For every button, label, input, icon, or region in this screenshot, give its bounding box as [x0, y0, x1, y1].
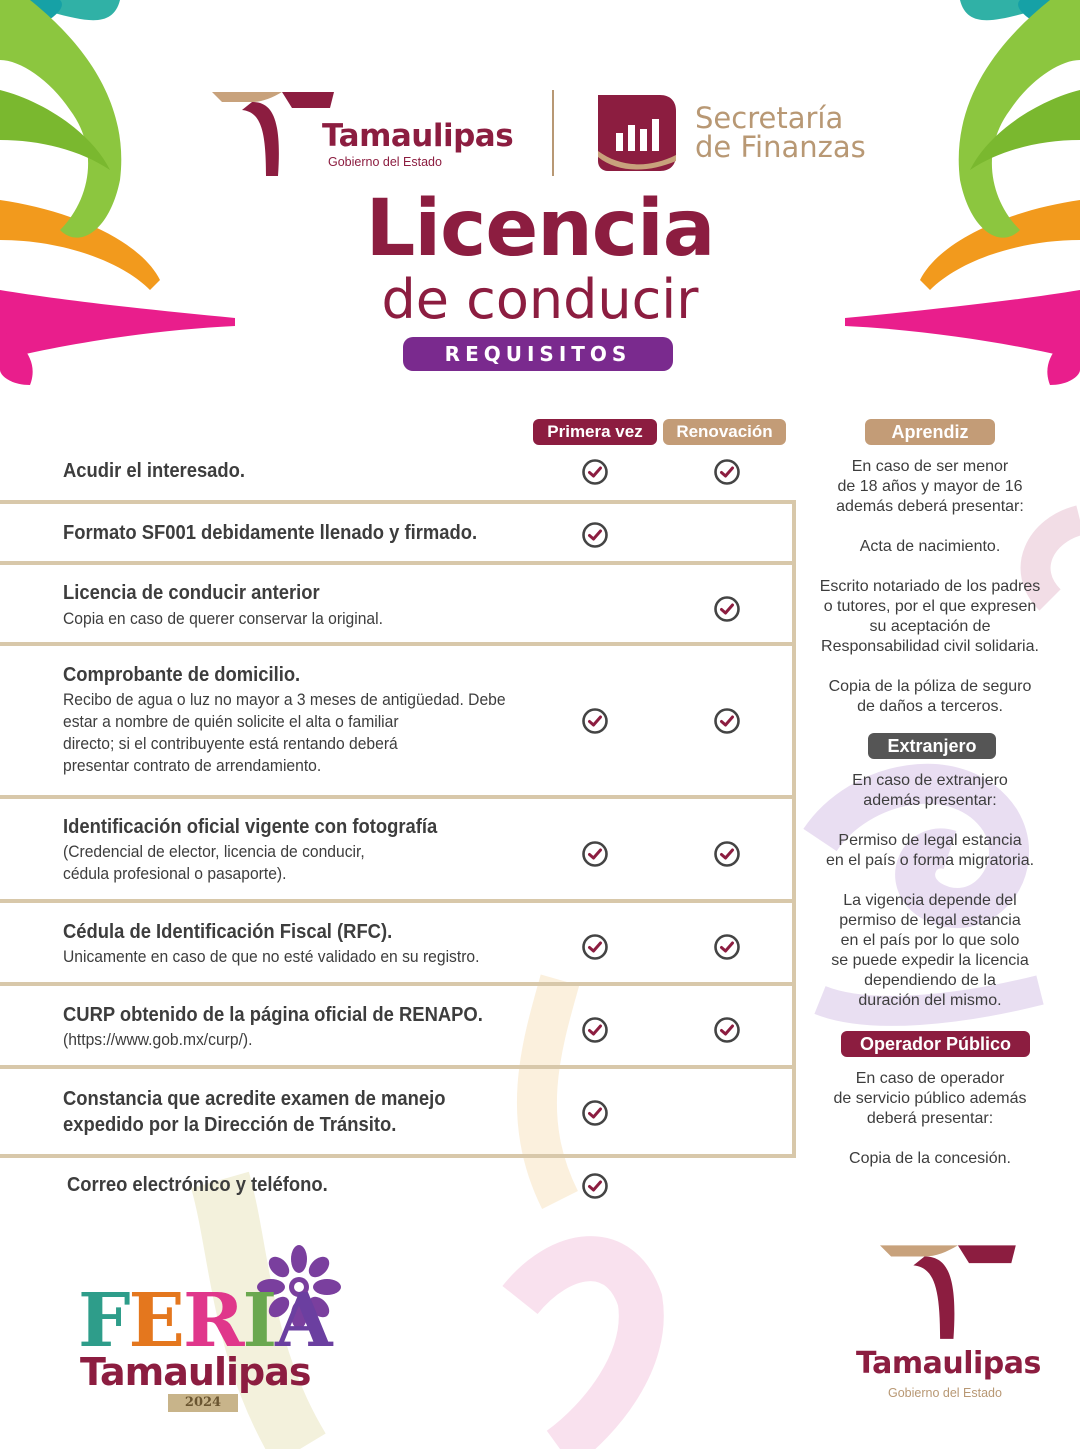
check-circle-icon [581, 1099, 609, 1127]
requirement-desc: Recibo de agua o luz no mayor a 3 meses de antigüedad. Debe [63, 690, 506, 709]
requirement-title: Correo electrónico y teléfono. [67, 1174, 328, 1196]
extranjero-line: duración del mismo. [858, 992, 1002, 1009]
tamaulipas-t-logo [212, 88, 336, 178]
check-circle-icon [713, 595, 741, 623]
check-circle-icon [713, 840, 741, 868]
check-circle-icon [713, 707, 741, 735]
requirement-desc: (https://www.gob.mx/curp/). [63, 1030, 253, 1049]
finanzas-title [695, 101, 866, 164]
check-circle-icon [581, 521, 609, 549]
aprendiz-line: Escrito notariado de los padres [819, 578, 1041, 595]
requirement-desc: directo; si el contribuyente está rentando deberá [63, 734, 398, 753]
feria-letter: F [78, 1278, 129, 1364]
aprendiz-line: Responsabilidad civil solidaria. [821, 638, 1039, 655]
requirement-title: Comprobante de domicilio. [63, 664, 301, 686]
requirement-title: Identificación oficial vigente con fotografía [63, 816, 438, 838]
check-circle-icon [581, 933, 609, 961]
aprendiz-line: o tutores, por el que expresen [823, 598, 1037, 615]
extranjero-line: se puede expedir la licencia [831, 952, 1029, 969]
check-circle-icon [713, 1016, 741, 1044]
aprendiz-text [815, 577, 1045, 657]
table-divider [0, 795, 796, 799]
requirement-title-line-2: expedido por la Dirección de Tránsito. [63, 1114, 397, 1136]
operador-line: de servicio público además [833, 1090, 1027, 1107]
operador-text [815, 1069, 1045, 1129]
extranjero-line: en el país por lo que solo [840, 932, 1020, 949]
extranjero-line: permiso de legal estancia [839, 912, 1021, 929]
aprendiz-badge: Aprendiz [865, 419, 995, 445]
extranjero-text [815, 891, 1045, 1011]
finanzas-line-1: Secretaría [695, 101, 844, 135]
aprendiz-text [815, 677, 1045, 717]
table-divider [0, 642, 796, 646]
requirement-title: Constancia que acredite examen de manejo [63, 1088, 446, 1110]
column-primera-vez: Primera vez [533, 419, 657, 445]
extranjero-line: en el país o forma migratoria. [825, 852, 1035, 869]
table-divider [0, 1065, 796, 1069]
feria-letter: A [275, 1278, 331, 1364]
requirement-desc: Unicamente en caso de que no esté validado en su registro. [63, 947, 480, 966]
footer-t-logo [880, 1240, 1018, 1342]
footer-logo-name: Tamaulipas [856, 1346, 1041, 1381]
table-border-right [792, 500, 796, 1158]
extranjero-badge: Extranjero [868, 733, 996, 759]
extranjero-text [815, 831, 1045, 871]
check-circle-icon [581, 707, 609, 735]
requirement-title: Cédula de Identificación Fiscal (RFC). [63, 921, 393, 943]
requirement-title: Licencia de conducir anterior [63, 582, 320, 604]
header-logo-sub: Gobierno del Estado [328, 155, 442, 169]
page-title: Licencia [365, 184, 715, 274]
column-renovacion: Renovación [663, 419, 786, 445]
check-circle-icon [581, 840, 609, 868]
extranjero-line: Permiso de legal estancia [838, 832, 1022, 849]
check-circle-icon [713, 458, 741, 486]
operador-badge: Operador Público [841, 1031, 1030, 1057]
aprendiz-line: En caso de ser menor [851, 458, 1009, 475]
aprendiz-text [815, 537, 1045, 557]
requirement-desc: Copia en caso de querer conservar la original. [63, 609, 383, 628]
finanzas-line-2: de Finanzas [695, 130, 866, 164]
extranjero-line: además presentar: [863, 792, 997, 809]
requirement-title: Formato SF001 debidamente llenado y firmado. [63, 522, 478, 544]
operador-line: deberá presentar: [866, 1110, 994, 1127]
requisitos-badge: REQUISITOS [403, 337, 673, 371]
aprendiz-line: de daños a terceros. [857, 698, 1003, 715]
footer-logo-sub: Gobierno del Estado [888, 1386, 1002, 1400]
aprendiz-line: de 18 años y mayor de 16 [837, 478, 1023, 495]
feria-year: 2024 [168, 1394, 238, 1412]
table-divider [0, 500, 796, 504]
operador-line: Copia de la concesión. [849, 1150, 1011, 1167]
check-circle-icon [713, 933, 741, 961]
requirement-desc: presentar contrato de arrendamiento. [63, 756, 322, 775]
header-divider [552, 90, 554, 176]
aprendiz-line: Copia de la póliza de seguro [828, 678, 1032, 695]
table-divider [0, 561, 796, 565]
requirement-title: Acudir el interesado. [63, 460, 246, 482]
extranjero-text [815, 771, 1045, 811]
aprendiz-text [815, 457, 1045, 517]
feria-name: Tamaulipas [80, 1350, 311, 1394]
check-circle-icon [581, 458, 609, 486]
page-subtitle: de conducir [381, 268, 699, 331]
requirement-desc: cédula profesional o pasaporte). [63, 864, 287, 883]
requirement-title: CURP obtenido de la página oficial de RENAPO. [63, 1004, 483, 1026]
table-divider [0, 982, 796, 986]
header-logo-name: Tamaulipas [322, 118, 514, 154]
aprendiz-line: su aceptación de [869, 618, 991, 635]
feria-letter: I [242, 1278, 276, 1364]
feria-letter: E [128, 1278, 183, 1364]
table-divider [0, 899, 796, 903]
operador-line: En caso de operador [855, 1070, 1005, 1087]
aprendiz-line: además deberá presentar: [836, 498, 1024, 515]
requirement-desc: (Credencial de elector, licencia de conducir, [63, 842, 365, 861]
operador-text [815, 1149, 1045, 1169]
table-divider [0, 1154, 796, 1158]
aprendiz-line: Acta de nacimiento. [859, 538, 1001, 555]
check-circle-icon [581, 1172, 609, 1200]
extranjero-line: En caso de extranjero [852, 772, 1008, 789]
check-circle-icon [581, 1016, 609, 1044]
bar-chart-logo [598, 95, 678, 173]
requirement-desc: estar a nombre de quién solicite el alta o familiar [63, 712, 399, 731]
feria-letter: R [182, 1278, 243, 1364]
extranjero-line: dependiendo de la [864, 972, 996, 989]
extranjero-line: La vigencia depende del [843, 892, 1017, 909]
